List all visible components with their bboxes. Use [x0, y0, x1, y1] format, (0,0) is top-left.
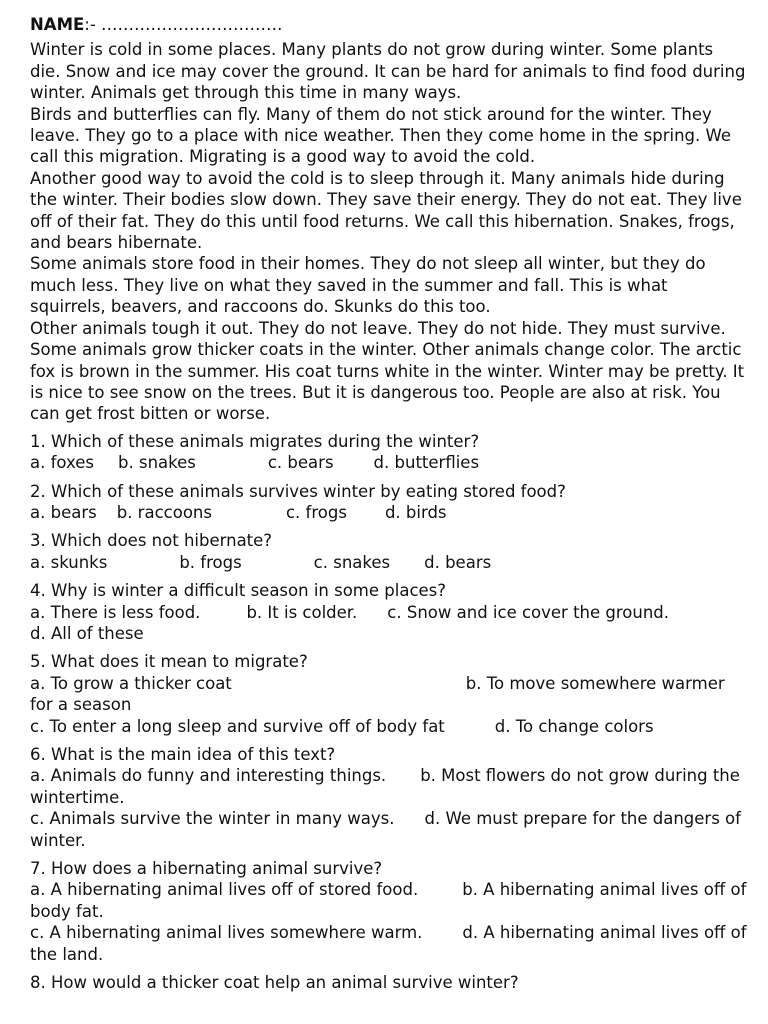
option-a: a. foxes — [30, 453, 95, 473]
name-blank: :- …………………………… — [84, 15, 283, 34]
option-d: d. To change colors — [494, 716, 654, 736]
option-c: c. To enter a long sleep and survive off of body fat — [30, 716, 445, 736]
answer-options — [30, 452, 748, 473]
question-text: 6. What is the main idea of this text? — [30, 745, 336, 764]
option-d: d. A hibernating animal lives off of the land. — [30, 923, 747, 964]
passage-paragraph: Some animals store food in their homes. They do not sleep all winter, but they do much less. They live on what they saved in the summer and fall. This is what squirrels, beavers, and raccoons do. Skunks do this too. — [30, 254, 706, 317]
question-text: 3. Which does not hibernate? — [30, 531, 273, 551]
option-c: c. Animals survive the winter in many ways. — [30, 809, 395, 829]
reading-passage — [30, 39, 748, 424]
option-b: b. frogs — [179, 552, 242, 572]
option-a: a. Animals do funny and interesting things. — [30, 766, 387, 786]
question-7 — [30, 858, 748, 965]
answer-options-line — [30, 765, 748, 808]
option-b: b. To move somewhere warmer for a season — [30, 673, 725, 715]
option-b: b. snakes — [118, 453, 196, 473]
name-label: NAME — [30, 15, 85, 34]
question-text: 2. Which of these animals survives winter by eating stored food? — [30, 481, 566, 501]
option-c: c. frogs — [285, 502, 347, 522]
option-d: d. We must prepare for the dangers of winter. — [30, 809, 741, 850]
option-d: d. bears — [424, 552, 492, 572]
question-list — [30, 431, 748, 994]
option-b: b. Most flowers do not grow during the wintertime. — [30, 766, 740, 807]
answer-options-line — [30, 879, 748, 922]
option-a: a. skunks — [30, 552, 108, 572]
passage-paragraph: Other animals tough it out. They do not leave. They do not hide. They must survive. Some animals grow thicker coats in the winter. Other animals change color. The arctic fox is brown in the summer. His coat turns white in the winter. Winter may be pretty. It is nice to see snow on the trees. But it is dangerous too. People are also at risk. You can get frost bitten or worse. — [30, 318, 745, 424]
passage-paragraph: Birds and butterflies can fly. Many of them do not stick around for the winter. They leave. They go to a place with nice weather. Then they come home in the spring. We call this migration. Migrating is a good way to avoid the cold. — [30, 104, 732, 167]
answer-options — [30, 552, 748, 573]
question-6 — [30, 744, 748, 851]
question-text: 8. How would a thicker coat help an animal survive winter? — [30, 973, 519, 993]
question-8 — [30, 972, 748, 993]
answer-options-line — [30, 922, 748, 965]
question-2 — [30, 481, 748, 524]
question-text: 4. Why is winter a difficult season in some places? — [30, 581, 447, 601]
answer-options — [30, 716, 748, 737]
option-a: a. There is less food. — [30, 602, 201, 622]
option-c: c. snakes — [313, 552, 391, 572]
question-3 — [30, 530, 748, 573]
answer-options — [30, 602, 748, 623]
option-c: c. bears — [267, 453, 334, 473]
option-d: d. birds — [384, 502, 447, 522]
answer-options-line — [30, 673, 748, 716]
option-d: d. butterflies — [373, 453, 480, 473]
question-5 — [30, 651, 748, 737]
question-text: 7. How does a hibernating animal survive? — [30, 859, 383, 879]
option-a: a. To grow a thicker coat — [30, 673, 232, 693]
option-c: c. Snow and ice cover the ground. — [387, 602, 670, 622]
question-text: 5. What does it mean to migrate? — [30, 652, 308, 672]
answer-options — [30, 502, 748, 523]
question-4 — [30, 580, 748, 644]
option-a: a. A hibernating animal lives off of stored food. — [30, 880, 419, 900]
answer-options-line — [30, 808, 748, 851]
option-a: a. bears — [30, 502, 97, 522]
option-c: c. A hibernating animal lives somewhere warm. — [30, 923, 423, 943]
option-d: d. All of these — [30, 623, 144, 643]
name-line — [30, 14, 748, 35]
passage-paragraph: Another good way to avoid the cold is to sleep through it. Many animals hide during the winter. Their bodies slow down. They save their energy. They do not eat. They live off of their fat. They do this until food returns. We call this hibernation. Snakes, frogs, and bears hibernate. — [30, 168, 742, 253]
question-1 — [30, 431, 748, 474]
passage-paragraph: Winter is cold in some places. Many plants do not grow during winter. Some plants die. Snow and ice may cover the ground. It can be hard for animals to find food during winter. Animals get through this time in many ways. — [30, 40, 746, 103]
option-b: b. It is colder. — [246, 602, 358, 622]
question-text: 1. Which of these animals migrates during the winter? — [30, 431, 480, 451]
option-b: b. A hibernating animal lives off of body fat. — [30, 880, 747, 921]
option-b: b. raccoons — [116, 502, 212, 522]
